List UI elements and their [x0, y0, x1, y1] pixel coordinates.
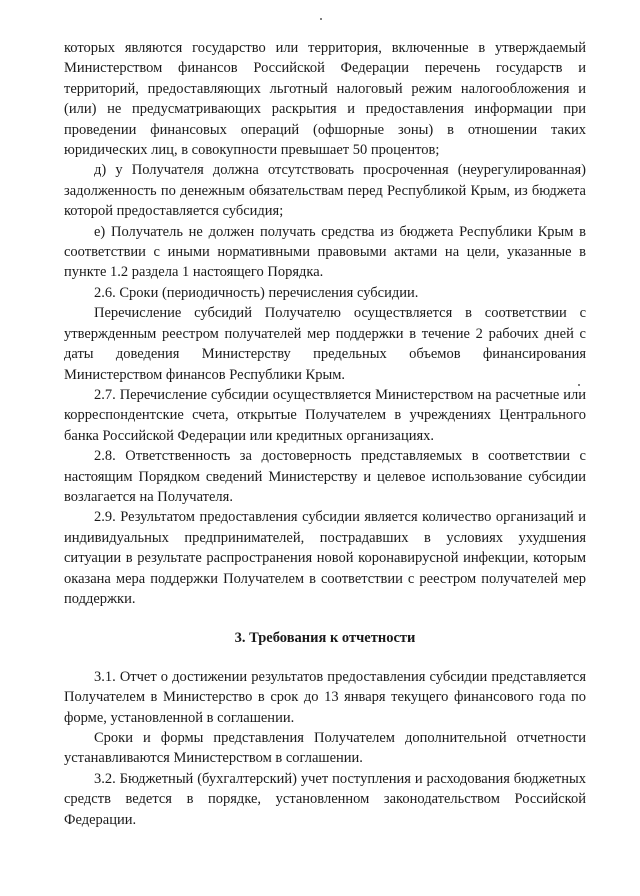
- paragraph-item-e: е) Получатель не должен получать средства из бюджета Республики Крым в соответствии с иными нормативными правовыми актами на цели, указанные в пункте 1.2 раздела 1 настоящего Порядка.: [64, 223, 586, 281]
- paragraph-item-d: д) у Получателя должна отсутствовать просроченная (неурегулированная) задолженность по денежным обязательствам перед Республикой Крым, из бюджета которой предоставляется субсидия;: [64, 162, 586, 220]
- paragraph-3-1: 3.1. Отчет о достижении результатов предоставления субсидии представляется Получателем в Министерство в срок до 13 января текущего финансового года по форме, установленной в соглашении.: [64, 668, 586, 726]
- paragraph-transfer: Перечисление субсидий Получателю осуществляется в соответствии с утвержденным реестром получателей мер поддержки в течение 2 рабочих дней с даты доведения Министерству предельных объемов финансирования Министерством финансов Республики Крым.: [64, 305, 586, 383]
- paragraph-continuation: которых являются государство или территория, включенные в утверждаемый Министерством финансов Российской Федерации перечень государств и территорий, предоставляющих льготный налоговый режим налогообложения и (или) не предусматривающих раскрытия и предоставления информации при проведении финансовых операций (офшорные зоны) в отношении таких юридических лиц, в совокупности превышает 50 процентов;: [64, 40, 586, 159]
- paragraph-2-7: 2.7. Перечисление субсидии осуществляется Министерством на расчетные или корреспондентские счета, открытые Получателем в учреждениях Центрального банка Российской Федерации или кредитных организациях.: [64, 386, 586, 444]
- paragraph-2-9: 2.9. Результатом предоставления субсидии является количество организаций и индивидуальных предпринимателей, пострадавших в условиях ухудшения ситуации в результате распространения новой коронавирусной инфекции, которым оказана мера поддержки Получателем в соответствии с реестром получателей мер поддержки.: [64, 509, 586, 607]
- scan-speck: [320, 18, 322, 20]
- document-body: [64, 38, 586, 830]
- paragraph-3-2: 3.2. Бюджетный (бухгалтерский) учет поступления и расходования бюджетных средств ведется в порядке, установленном законодательством Российской Федерации.: [64, 770, 586, 828]
- section-heading: 3. Требования к отчетности: [234, 630, 416, 647]
- paragraph-2-8: 2.8. Ответственность за достоверность представляемых в соответствии с настоящим Порядком сведений Министерству и целевое использование субсидии возлагается на Получателя.: [64, 448, 586, 505]
- paragraph-2-6: 2.6. Сроки (периодичность) перечисления субсидии.: [94, 284, 419, 301]
- paragraph-reporting-terms: Сроки и формы представления Получателем дополнительной отчетности устанавливаются Министерством в соглашении.: [64, 730, 586, 767]
